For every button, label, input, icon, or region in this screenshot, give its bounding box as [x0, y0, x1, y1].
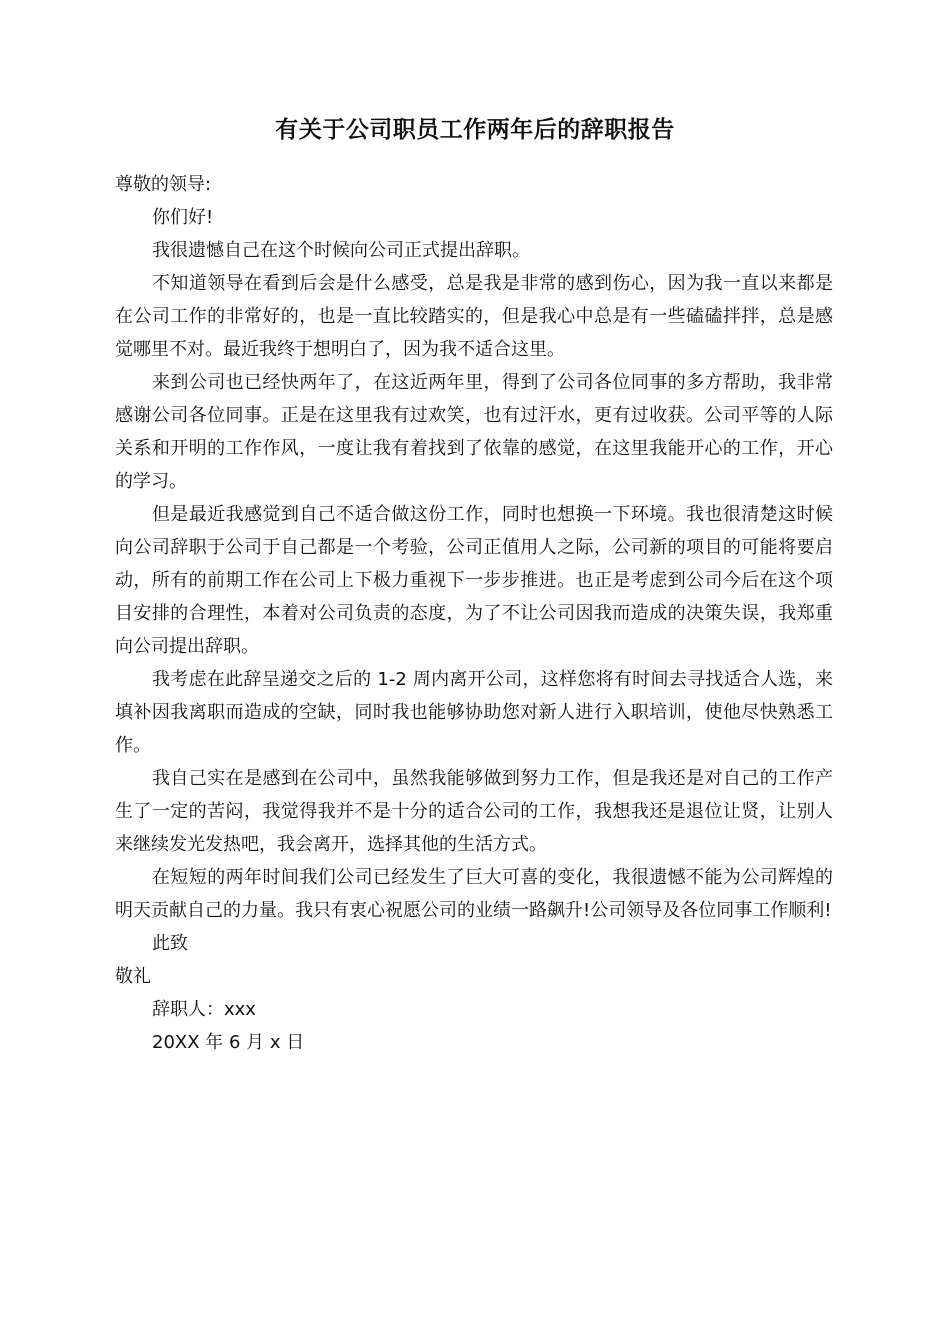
paragraph: 来到公司也已经快两年了，在这近两年里，得到了公司各位同事的多方帮助，我非常感谢公司各位同事。正是在这里我有过欢笑，也有过汗水，更有过收获。公司平等的人际关系和开明的工作作风，一度让我有着找到了依靠的感觉，在这里我能开心的工作，开心的学习。: [115, 372, 833, 492]
paragraph: 在短短的两年时间我们公司已经发生了巨大可喜的变化，我很遗憾不能为公司辉煌的明天贡献自己的力量。我只有衷心祝愿公司的业绩一路飙升!公司领导及各位同事工作顺利!: [115, 867, 833, 921]
greeting: 你们好!: [152, 207, 214, 228]
paragraph: 但是最近我感觉到自己不适合做这份工作，同时也想换一下环境。我也很清楚这时候向公司辞职于公司于自己都是一个考验，公司正值用人之际，公司新的项目的可能将要启动，所有的前期工作在公司上下极力重视下一步步推进。也正是考虑到公司今后在这个项目安排的合理性，本着对公司负责的态度，为了不让公司因我而造成的决策失误，我郑重向公司提出辞职。: [115, 504, 833, 657]
closing: 此致: [152, 933, 188, 954]
regards: 敬礼: [115, 966, 151, 987]
date: 20XX 年 6 月 x 日: [152, 1032, 305, 1053]
document-title: 有关于公司职员工作两年后的辞职报告: [275, 117, 675, 143]
paragraph: 我考虑在此辞呈递交之后的 1-2 周内离开公司，这样您将有时间去寻找适合人选，来填补因我离职而造成的空缺，同时我也能够协助您对新人进行入职培训，使他尽快熟悉工作。: [115, 669, 833, 756]
paragraph: 我很遗憾自己在这个时候向公司正式提出辞职。: [152, 240, 530, 261]
letter-body: [115, 168, 833, 1059]
paragraph: 不知道领导在看到后会是什么感受，总是我是非常的感到伤心，因为我一直以来都是在公司工作的非常好的，也是一直比较踏实的，但是我心中总是有一些磕磕拌拌，总是感觉哪里不对。最近我终于想明白了，因为我不适合这里。: [115, 273, 833, 360]
paragraph: 我自己实在是感到在公司中，虽然我能够做到努力工作，但是我还是对自己的工作产生了一定的苦闷，我觉得我并不是十分的适合公司的工作，我想我还是退位让贤，让别人来继续发光发热吧，我会离开，选择其他的生活方式。: [115, 768, 833, 855]
signature: 辞职人：xxx: [152, 999, 256, 1020]
salutation: 尊敬的领导:: [115, 174, 212, 195]
